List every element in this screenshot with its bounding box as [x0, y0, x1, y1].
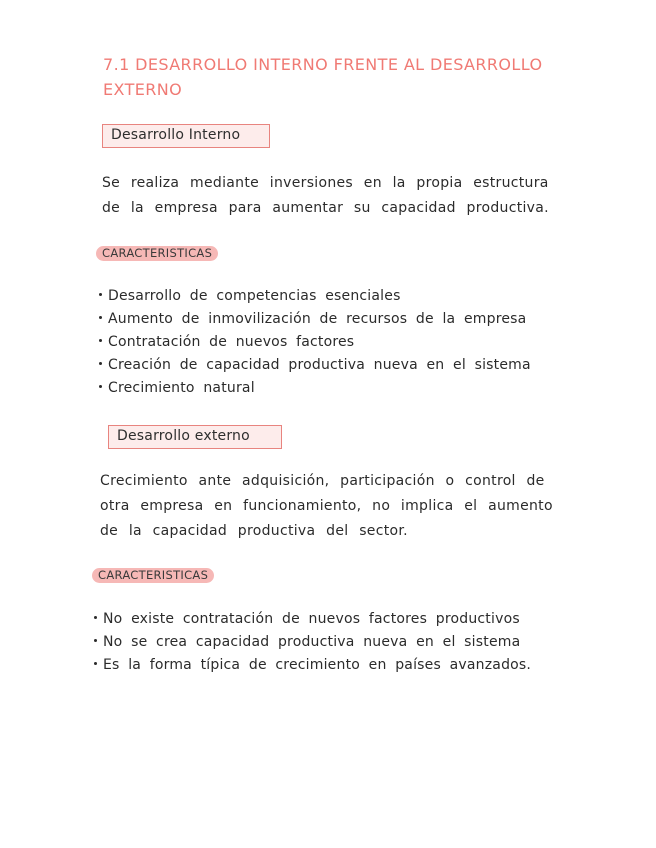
list-item: Desarrollo de competencias esenciales — [99, 285, 531, 308]
list-item: No se crea capacidad productiva nueva en el sistema — [94, 631, 531, 654]
internal-development-heading: Desarrollo Interno — [102, 124, 270, 148]
external-description-line-2: otra empresa en funcionamiento, no implica el aumento — [100, 498, 553, 514]
page-title — [103, 52, 603, 102]
internal-description-line-1: Se realiza mediante inversiones en la propia estructura — [102, 175, 549, 191]
internal-description-line-2: de la empresa para aumentar su capacidad productiva. — [102, 200, 549, 216]
list-item: No existe contratación de nuevos factores productivos — [94, 608, 531, 631]
external-characteristics-label: CARACTERISTICAS — [92, 568, 214, 583]
internal-characteristics-list — [99, 285, 531, 400]
internal-characteristics-label: CARACTERISTICAS — [96, 246, 218, 261]
list-item: Aumento de inmovilización de recursos de la empresa — [99, 308, 531, 331]
list-item: Creación de capacidad productiva nueva en el sistema — [99, 354, 531, 377]
external-description-line-1: Crecimiento ante adquisición, participación o control de — [100, 473, 545, 489]
external-description-line-3: de la capacidad productiva del sector. — [100, 523, 408, 539]
list-item: Es la forma típica de crecimiento en países avanzados. — [94, 654, 531, 677]
external-characteristics-list — [94, 608, 531, 677]
external-development-description — [100, 469, 630, 544]
page-title-line-1: 7.1 DESARROLLO INTERNO FRENTE AL DESARROLLO — [103, 55, 543, 74]
page-title-line-2: EXTERNO — [103, 80, 183, 99]
list-item: Crecimiento natural — [99, 377, 531, 400]
list-item: Contratación de nuevos factores — [99, 331, 531, 354]
external-development-heading: Desarrollo externo — [108, 425, 282, 449]
internal-development-description — [102, 171, 622, 221]
